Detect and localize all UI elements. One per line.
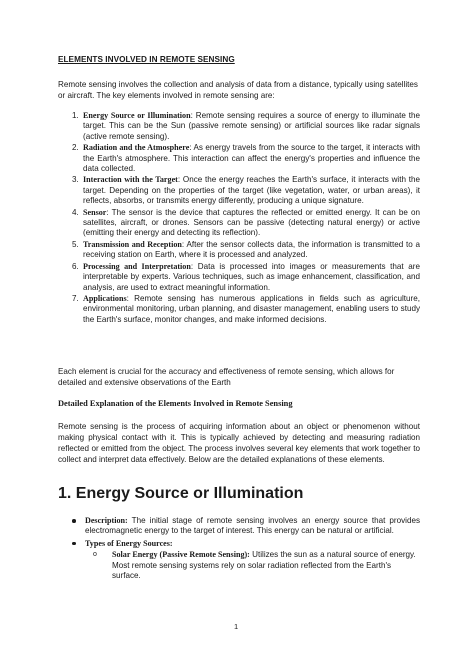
document-title: ELEMENTS INVOLVED IN REMOTE SENSING [58,55,235,64]
list-item [58,262,420,293]
list-item [58,111,420,142]
page-number: 1 [234,622,239,631]
list-item-term: Transmission and Reception [83,239,182,249]
list-item-text: : Once the energy reaches the Earth's surface, it interacts with the target. Depending on the properties of the target (like vegetation, water, or urban areas), it reflects, absorbs, or transmits energy differently, producing a unique signature. [83,175,421,206]
list-item [58,143,420,174]
list-item [58,240,420,261]
bullet-dot-icon [72,542,76,546]
list-item-text: : Data is processed into images or measurements that are interpretable by experts. Various techniques, such as image enhancement, classification, and analysis, are used to extract meaningful information. [83,261,420,292]
detail-paragraph: Remote sensing is the process of acquiring information about an object or phenomenon without making physical contact with it. This is typically achieved by detecting and measuring radiation reflected or emitted from the object. The process involves several key elements that work together to collect and interpret data effectively. Below are the detailed explanations of these elements. [58,422,420,465]
summary-paragraph: Each element is crucial for the accuracy and effectiveness of remote sensing, which allows for detailed and extensive observations of the Earth [58,367,395,387]
sub-bullets [85,550,420,581]
bullet-text: The initial stage of remote sensing involves an energy source that provides electromagnetic energy to the target of interest. This energy can be natural or artificial. [85,516,420,536]
list-item-number: 1. [72,111,79,120]
list-item-text: : After the sensor collects data, the information is transmitted to a receiving station on Earth, where it is processed and analyzed. [83,239,420,260]
section-heading: 1. Energy Source or Illumination [58,485,304,502]
list-item-text: : Remote sensing has numerous applications in fields such as agriculture, environmental monitoring, urban planning, and disaster management, enabling users to study the Earth's surface, monitor changes, and make informed decisions. [83,293,420,324]
sub-bullet-text: Utilizes the sun as a natural source of energy. Most remote sensing systems rely on solar radiation reflected from the Earth's surface. [112,550,416,581]
bullet-label: Types of Energy Sources: [85,538,173,548]
list-item-text: : Remote sensing requires a source of energy to illuminate the target. This can be the Sun (passive remote sensing) or artificial sources like radar signals (active remote sensing). [83,111,420,141]
list-item-text: : As energy travels from the source to the target, it interacts with the Earth's atmosphere. This interaction can affect the energy's properties and influence the data collected. [83,143,420,174]
elements-list [58,111,420,326]
list-item-number: 2. [72,143,79,153]
bullet-dot-icon [72,519,76,523]
list-item-number: 6. [72,261,79,271]
list-item-number: 7. [72,293,79,303]
list-item-number: 3. [72,175,79,185]
sub-bullet-solar [87,550,420,581]
intro-paragraph: Remote sensing involves the collection and analysis of data from a distance, typically using satellites or aircraft. The key elements involved in remote sensing are: [58,80,418,100]
list-item [58,294,420,325]
bullet-label: Description: [85,516,128,525]
list-item-term: Sensor [83,207,107,217]
list-item [58,208,420,239]
list-item-term: Energy Source or Illumination [83,111,191,120]
detail-heading: Detailed Explanation of the Elements Involved in Remote Sensing [58,399,293,408]
bullet-description [58,516,420,537]
sub-bullet-label: Solar Energy (Passive Remote Sensing): [112,550,250,560]
list-item-term: Interaction with the Target [83,175,178,185]
section-bullets [58,516,420,583]
circle-bullet-icon: o [93,551,97,559]
list-item-number: 5. [72,239,79,249]
list-item-text: : The sensor is the device that captures the reflected or emitted energy. It can be on satellites, aircraft, or drones. Sensors can be passive (detecting natural energy) or active (emitting their energy and detecting its reflection). [83,207,420,238]
bullet-types [58,539,420,582]
list-item-number: 4. [72,207,79,217]
list-item [58,175,420,206]
list-item-term: Applications [83,293,127,303]
list-item-term: Radiation and the Atmosphere [83,143,190,153]
list-item-term: Processing and Interpretation [83,261,191,271]
